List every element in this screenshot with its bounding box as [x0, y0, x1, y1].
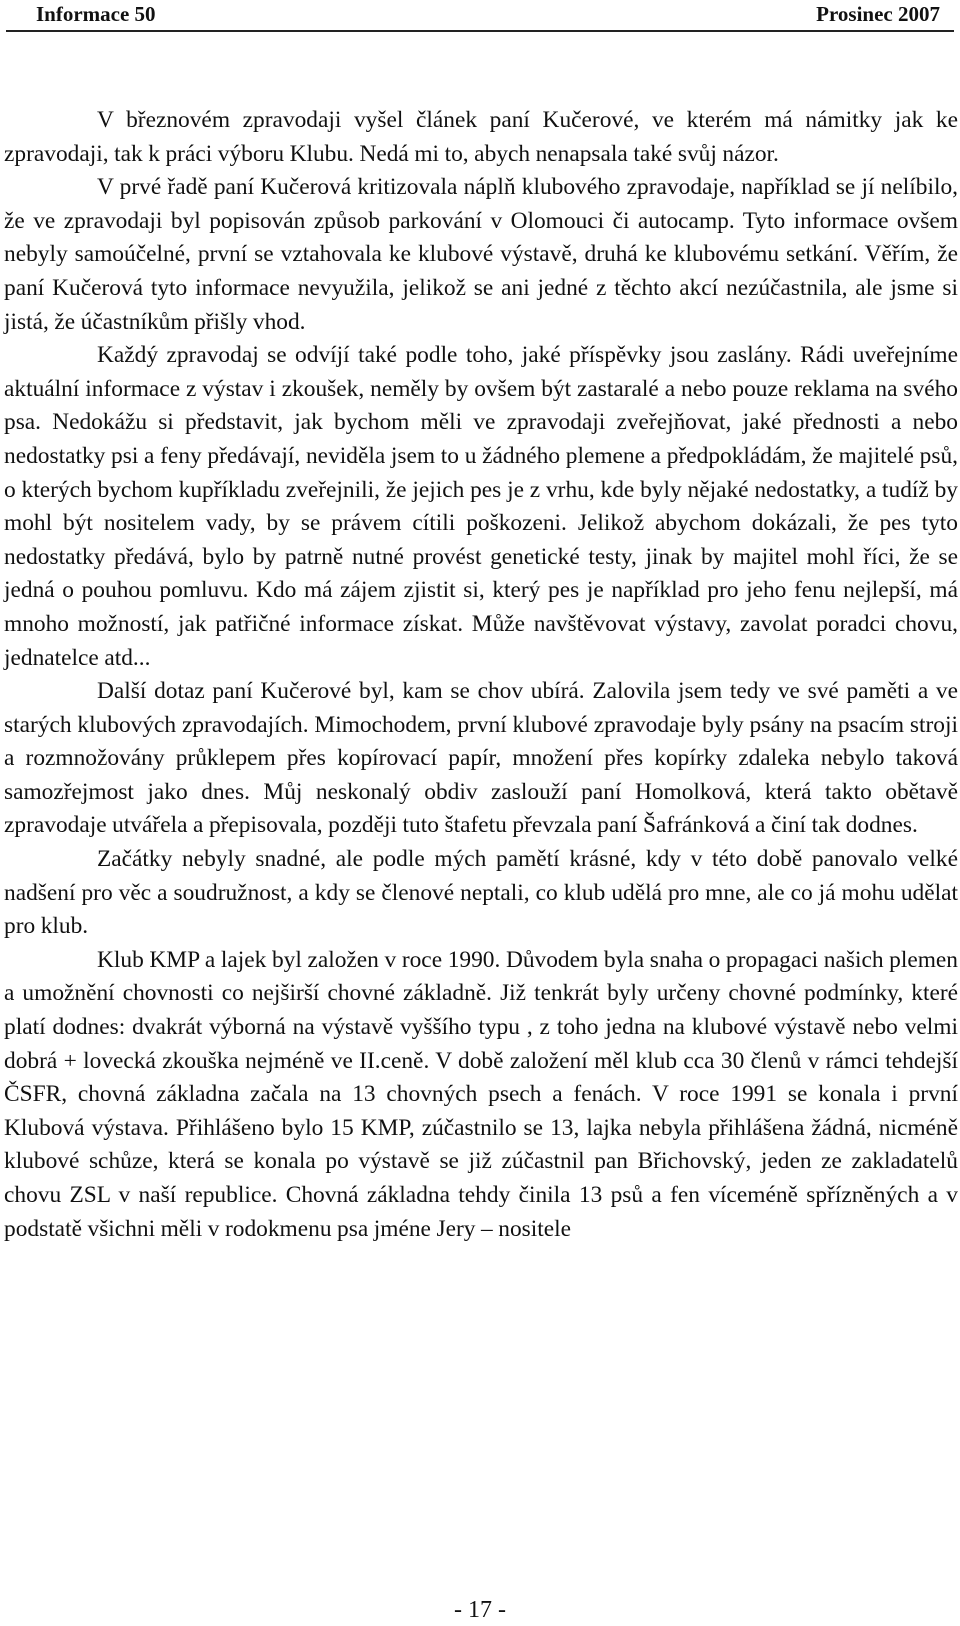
paragraph-3: Každý zpravodaj se odvíjí také podle toho, jaké příspěvky jsou zaslány. Rádi uveřejníme aktuální informace z výstav i zkoušek, neměly by ovšem být zastaralé a nebo pouze reklama na svého psa. Nedokážu si představit, jak bychom měli ve zpravodaji zveřejňovat, jaké přednosti a nebo nedostatky psi a feny předávají, neviděla jsem to u žádného plemene a předpokládám, že majitelé psů, o kterých bychom kupříkladu zveřejnili, že jejich pes je z vrhu, kde byly nějaké nedostatky, a tudíž by mohl být nositelem vady, by se právem cítili poškozeni. Jelikož abychom dokázali, že pes tyto nedostatky předává, bylo by patrně nutné provést genetické testy, jinak by majitel mohl říci, že se jedná o pouhou pomluvu. Kdo má zájem zjistit si, který pes je například pro jeho fenu nejlepší, má mnoho možností, jak patřičné informace získat. Může navštěvovat výstavy, zavolat poradci chovu, jednatelce atd...	[4, 342, 958, 671]
page-number: - 17 -	[454, 1597, 506, 1623]
paragraph-4: Další dotaz paní Kučerové byl, kam se chov ubírá. Zalovila jsem tedy ve své paměti a ve starých klubových zpravodajích. Mimochodem, první klubové zpravodaje byly psány na psacím stroji a rozmnožovány průklepem přes kopírovací papír, množení přes kopírky zdaleka nebylo taková samozřejmost jako dnes. Můj neskonalý obdiv zaslouží paní Homolková, která takto obětavě zpravodaje utvářela a přepisovala, později tuto štafetu převzala paní Šafránková a činí tak dodnes.	[4, 678, 958, 839]
article-body	[4, 104, 958, 1246]
page-header	[6, 0, 954, 32]
paragraph-5: Začátky nebyly snadné, ale podle mých pamětí krásné, kdy v této době panovalo velké nadšení pro věc a soudružnost, a kdy se členové neptali, co klub udělá pro mne, ale co já mohu udělat pro klub.	[4, 846, 958, 940]
newsletter-issue-title: Informace 50	[36, 2, 156, 26]
issue-date: Prosinec 2007	[816, 2, 940, 26]
paragraph-2: V prvé řadě paní Kučerová kritizovala náplň klubového zpravodaje, například se jí nelíbilo, že ve zpravodaji byl popisován způsob parkování v Olomouci či autocamp. Tyto informace ovšem nebyly samoúčelné, první se vztahovala ke klubové výstavě, druhá ke klubovému setkání. Věřím, že paní Kučerová tyto informace nevyužila, jelikož se ani jedné z těchto akcí nezúčastnila, ale jsme si jistá, že účastníkům přišly vhod.	[4, 174, 958, 335]
paragraph-6: Klub KMP a lajek byl založen v roce 1990. Důvodem byla snaha o propagaci našich plemen a umožnění chovnosti co nejširší chovné základně. Již tenkrát byly určeny chovné podmínky, které platí dodnes: dvakrát výborná na výstavě vyššího typu , z toho jedna na klubové výstavě nebo velmi dobrá + lovecká zkouška nejméně ve II.ceně. V době založení měl klub cca 30 členů v rámci tehdejší ČSFR, chovná základna začala na 13 chovných psech a fenách. V roce 1991 se konala i první Klubová výstava. Přihlášeno bylo 15 KMP, zúčastnilo se 13, lajka nebyla přihlášena žádná, nicméně klubové schůze, která se konala po výstavě se již zúčastnil pan Břichovský, jeden ze zakladatelů chovu ZSL v naší republice. Chovná základna tehdy činila 13 psů a fen víceméně spřízněných a v podstatě všichni měli v rodokmenu psa jméne Jery – nositele	[4, 946, 958, 1242]
paragraph-1: V březnovém zpravodaji vyšel článek paní Kučerové, ve kterém má námitky jak ke zpravodaji, tak k práci výboru Klubu. Nedá mi to, abych nenapsala také svůj názor.	[4, 107, 958, 167]
